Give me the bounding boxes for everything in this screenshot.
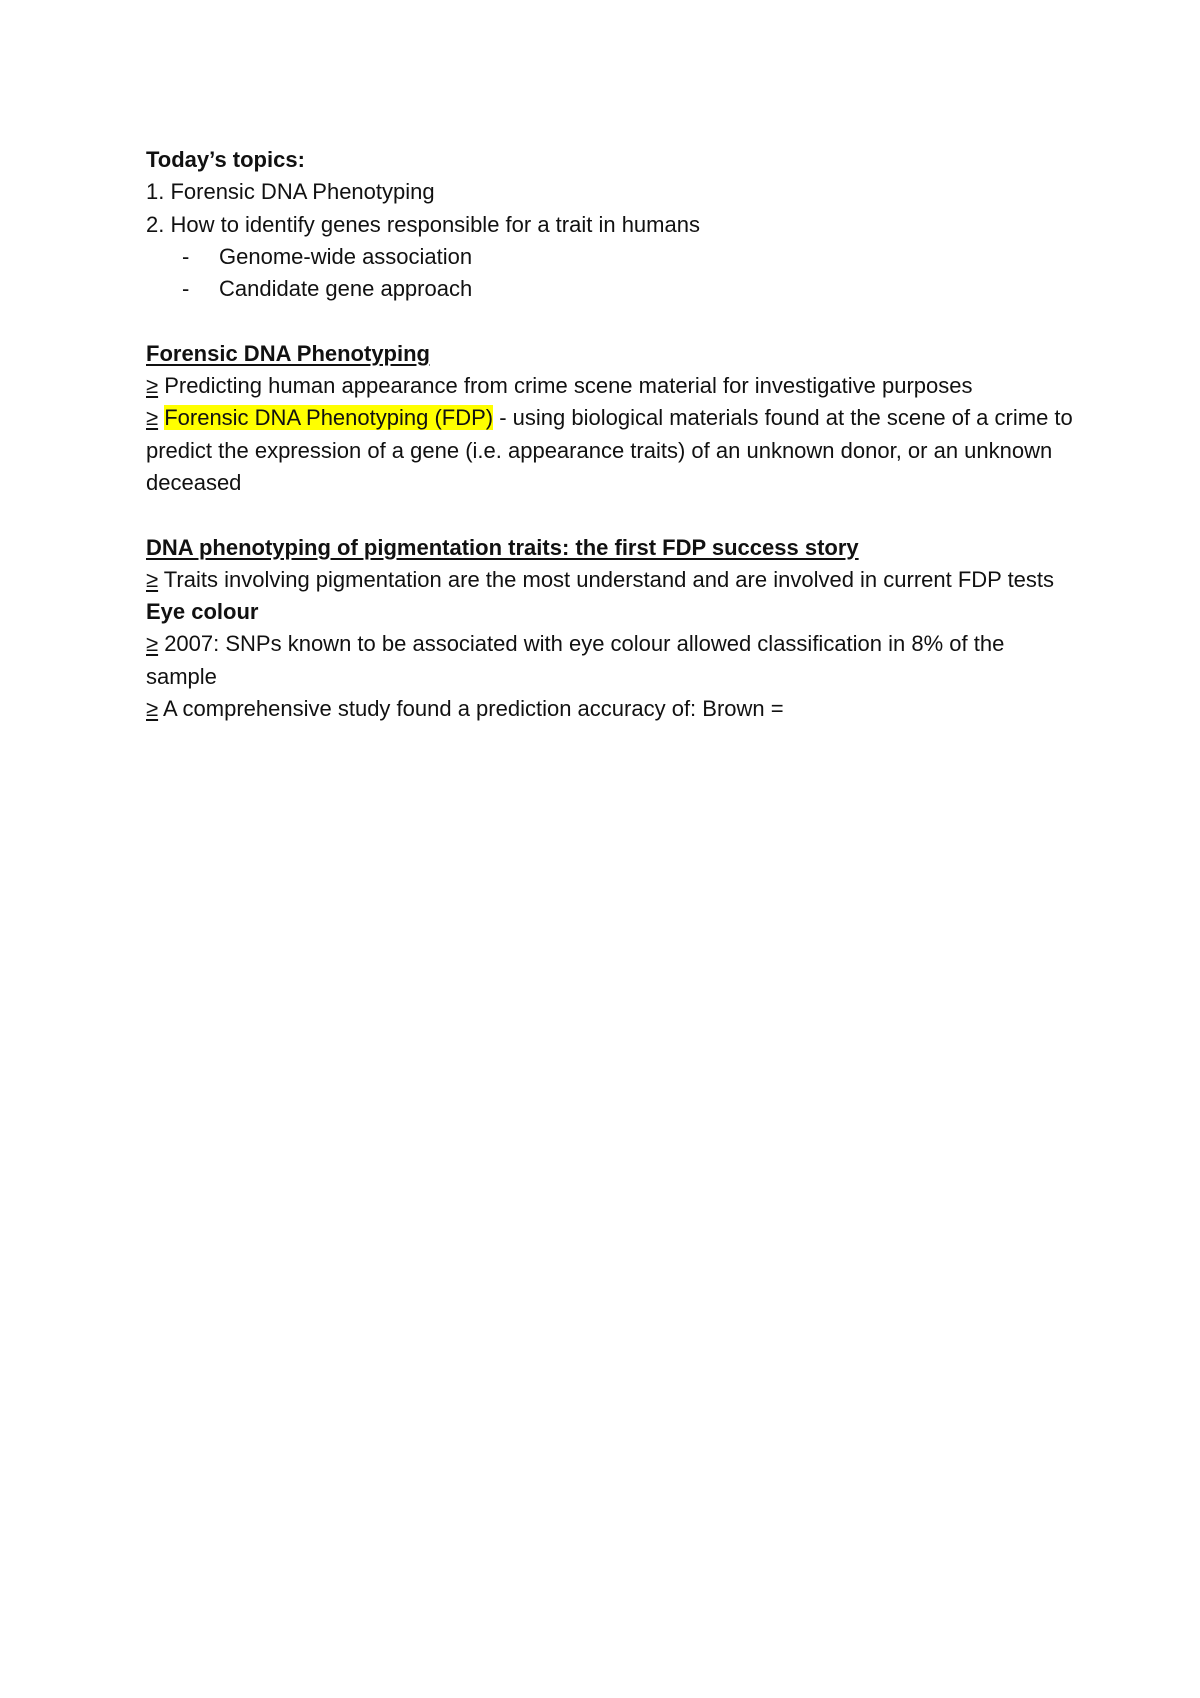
- spacer: [146, 305, 1076, 337]
- fdp-point-1-text: Predicting human appearance from crime scene material for investigative purposes: [158, 373, 973, 399]
- document-body: [146, 144, 1076, 725]
- pigment-point-1: [146, 564, 1076, 596]
- eye-colour-heading: Eye colour: [146, 599, 259, 625]
- spacer: [146, 499, 1076, 531]
- topic-item-1: 1. Forensic DNA Phenotyping: [146, 179, 435, 205]
- arrow-marker: ≥: [146, 566, 159, 592]
- pigment-point-3-text: A comprehensive study found a prediction accuracy of: Brown =: [158, 696, 784, 722]
- arrow-marker: ≥: [146, 405, 159, 431]
- dash-marker: -: [182, 243, 190, 269]
- topic-subitem-1: [146, 241, 1076, 273]
- pigment-point-3: [146, 693, 1076, 725]
- topic-subitem-2-text: Candidate gene approach: [219, 276, 473, 302]
- topic-subitem-1-text: Genome-wide association: [219, 243, 473, 269]
- fdp-point-2-text: using biological materials found at the scene of a crime to predict the expression of a gene (i.e. appearance traits) of an unknown donor, or an unknown deceased: [146, 405, 1073, 495]
- arrow-marker: ≥: [146, 696, 159, 722]
- fdp-point-1: [146, 370, 1076, 402]
- pigment-point-1-text: Traits involving pigmentation are the most understand and are involved in current FDP tests: [158, 566, 1055, 592]
- pigment-point-2: [146, 628, 1076, 693]
- fdp-highlight: Forensic DNA Phenotyping (FDP): [164, 405, 494, 431]
- topic-item-2: 2. How to identify genes responsible for a trait in humans: [146, 211, 700, 237]
- topics-heading: Today’s topics:: [146, 147, 305, 172]
- arrow-marker: ≥: [146, 373, 159, 399]
- topic-subitem-2: [146, 273, 1076, 305]
- fdp-heading: Forensic DNA Phenotyping: [146, 340, 430, 366]
- pigment-heading: DNA phenotyping of pigmentation traits: the first FDP success story: [146, 534, 859, 560]
- fdp-dash: -: [493, 405, 507, 431]
- dash-marker: -: [182, 276, 190, 302]
- fdp-point-2: [146, 402, 1076, 499]
- arrow-marker: ≥: [146, 631, 159, 657]
- pigment-point-2-text: 2007: SNPs known to be associated with eye colour allowed classification in 8% of the sample: [146, 631, 1005, 689]
